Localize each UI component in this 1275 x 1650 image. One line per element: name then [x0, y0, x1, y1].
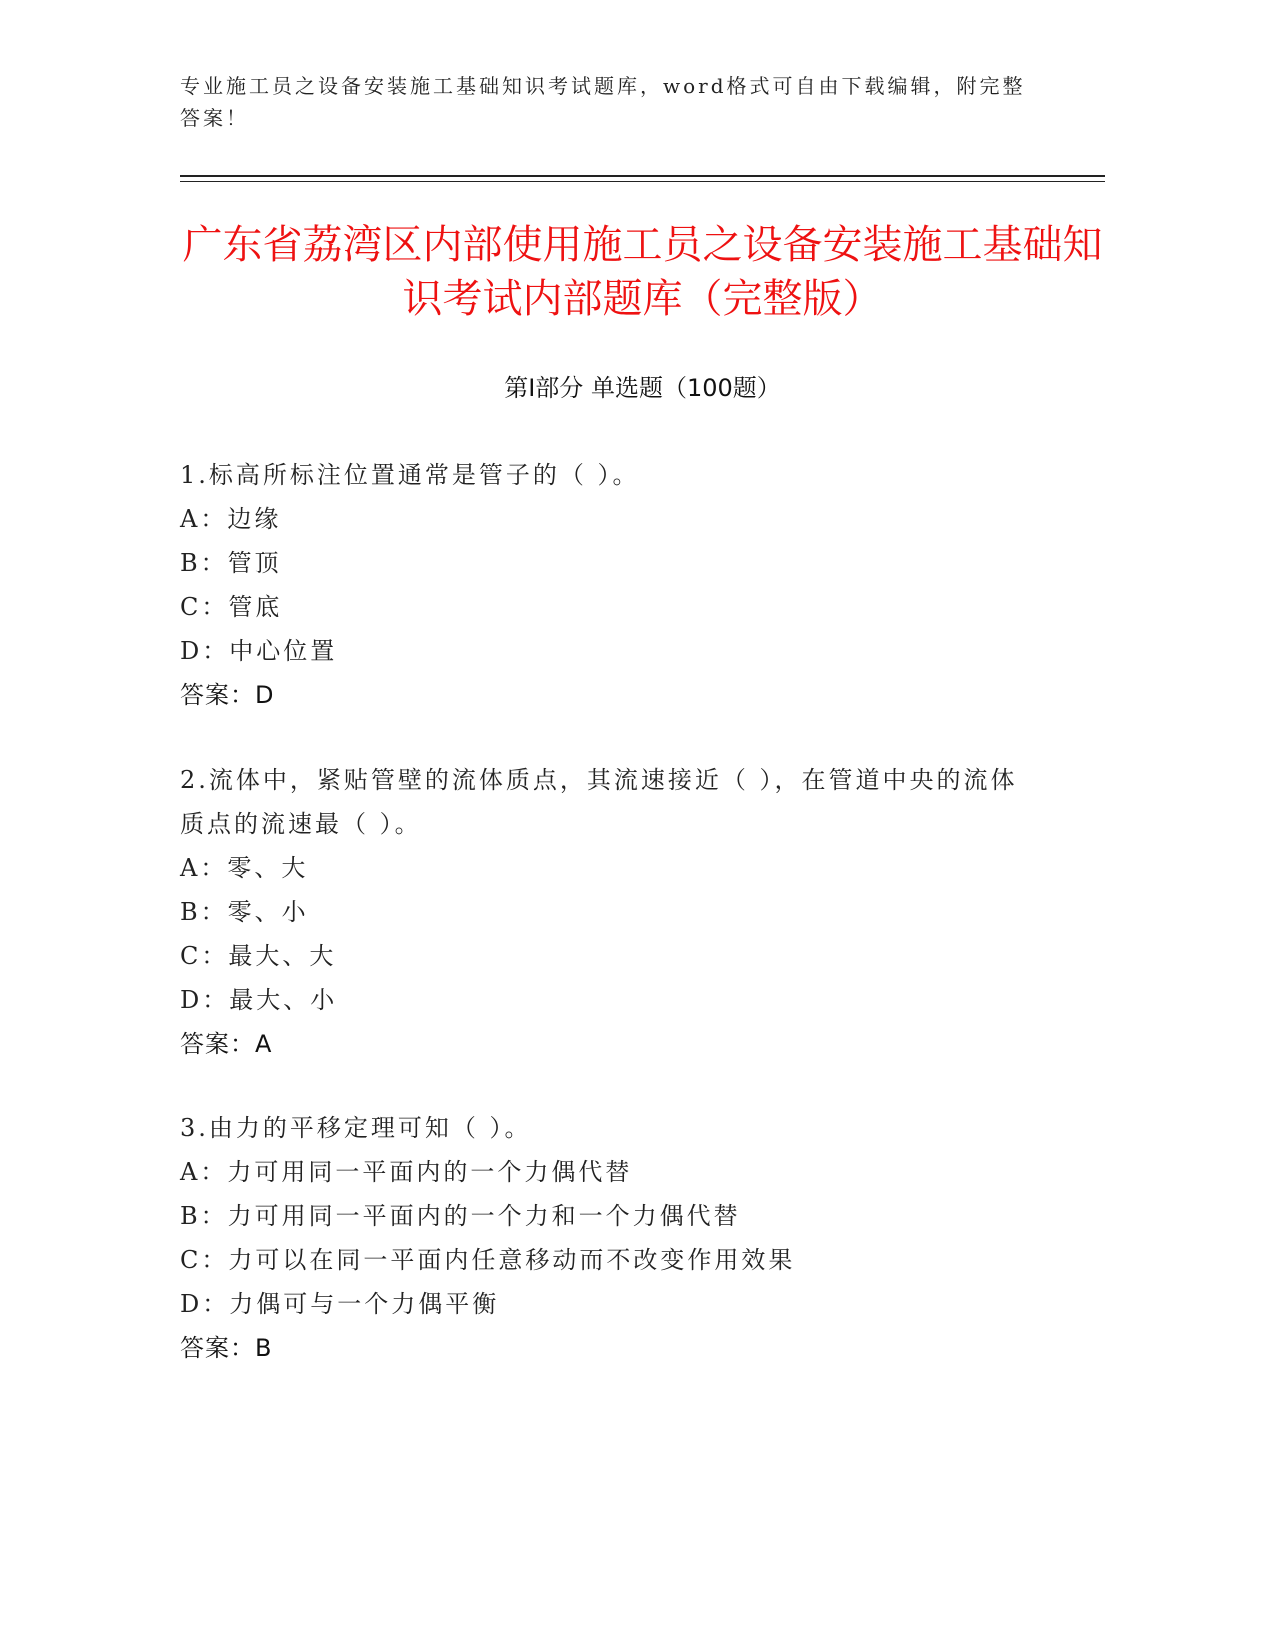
answer: 答案：A: [180, 1030, 273, 1058]
option-a: A：零、大: [180, 854, 309, 882]
question-stem: 2.流体中，紧贴管壁的流体质点，其流速接近（ ），在管道中央的流体质点的流速最（ ）。: [180, 766, 1018, 838]
header-divider-thick: [180, 175, 1105, 177]
answer: 答案：B: [180, 1334, 273, 1362]
section-title: 第Ⅰ部分 单选题（100题）: [504, 374, 781, 402]
option-d: D：最大、小: [180, 986, 338, 1014]
question-3: [180, 1106, 1040, 1370]
page-header-text: 专业施工员之设备安装施工基础知识考试题库，word格式可自由下载编辑，附完整答案！: [180, 74, 1026, 130]
option-c: C：管底: [180, 593, 283, 621]
question-stem: 3.由力的平移定理可知（ ）。: [180, 1114, 532, 1142]
option-b: B：管顶: [180, 549, 282, 577]
question-2: [180, 758, 1040, 1066]
option-c: C：力可以在同一平面内任意移动而不改变作用效果: [180, 1246, 796, 1274]
option-a: A：边缘: [180, 505, 282, 533]
option-b: B：力可用同一平面内的一个力和一个力偶代替: [180, 1202, 741, 1230]
header-divider-thin: [180, 181, 1105, 182]
option-d: D：力偶可与一个力偶平衡: [180, 1290, 500, 1318]
option-c: C：最大、大: [180, 942, 337, 970]
document-title: 广东省荔湾区内部使用施工员之设备安装施工基础知识考试内部题库（完整版）: [182, 222, 1103, 322]
question-1: [180, 453, 1040, 717]
question-stem: 1.标高所标注位置通常是管子的（ ）。: [180, 461, 640, 489]
option-a: A：力可用同一平面内的一个力偶代替: [180, 1158, 633, 1186]
answer: 答案：D: [180, 681, 275, 709]
option-b: B：零、小: [180, 898, 309, 926]
option-d: D：中心位置: [180, 637, 338, 665]
